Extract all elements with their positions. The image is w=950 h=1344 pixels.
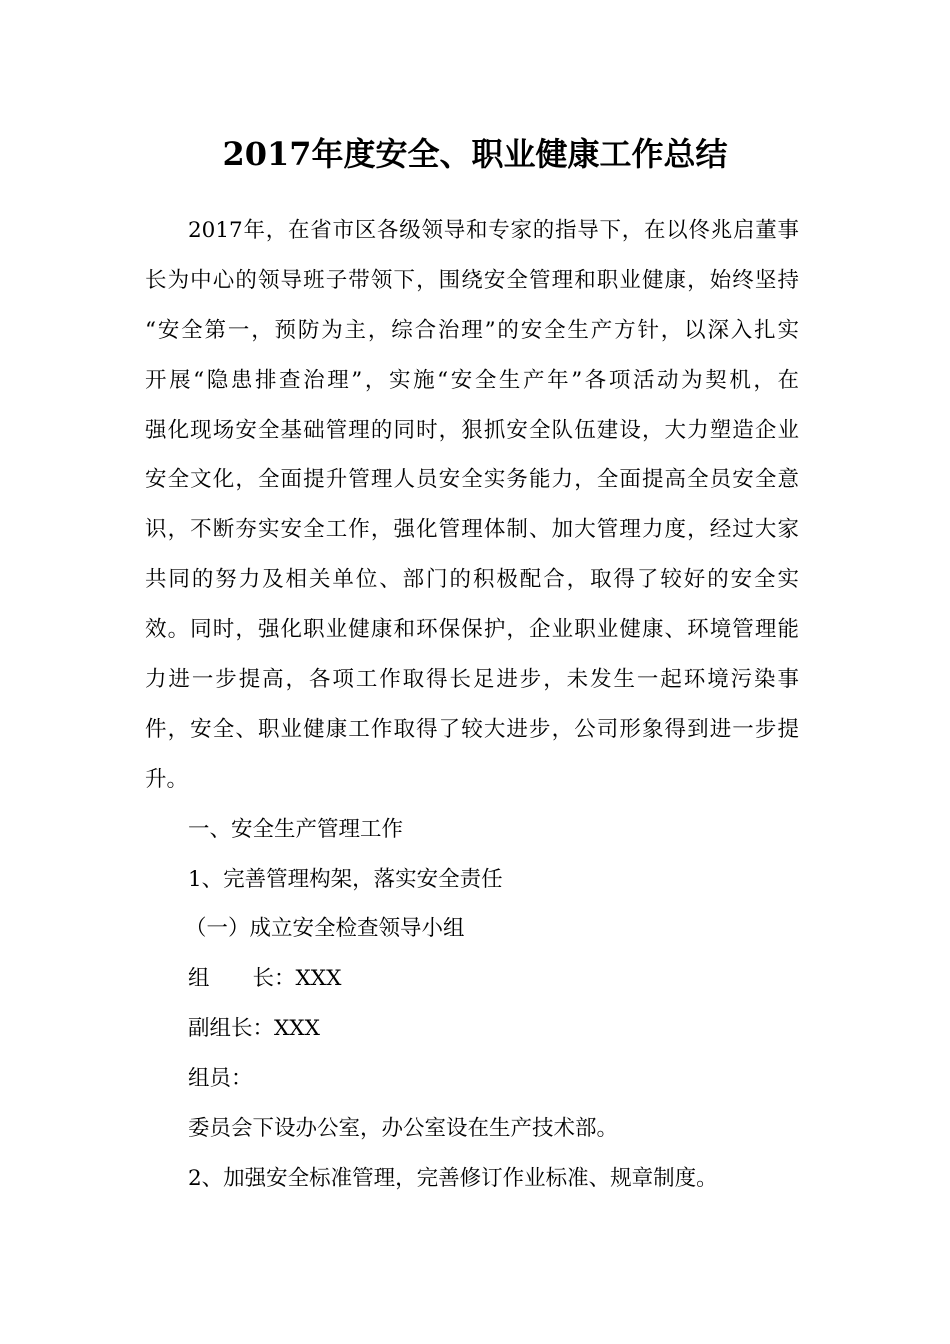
group-leader-line: 组 长：XXX bbox=[188, 966, 342, 992]
deputy-leader-line: 副组长：XXX bbox=[188, 1016, 320, 1042]
intro-line: 安全文化，全面提升管理人员安全实务能力，全面提高全员安全意 bbox=[145, 467, 799, 493]
document-body bbox=[145, 206, 799, 1204]
intro-line: 识，不断夯实安全工作，强化管理体制、加大管理力度，经过大家 bbox=[145, 517, 799, 543]
document-title: 2017年度安全、职业健康工作总结 bbox=[222, 135, 728, 173]
intro-line: 强化现场安全基础管理的同时，狠抓安全队伍建设，大力塑造企业 bbox=[145, 417, 799, 443]
intro-line: 开展“隐患排查治理”，实施“安全生产年”各项活动为契机，在 bbox=[145, 367, 799, 393]
intro-line: 共同的努力及相关单位、部门的积极配合，取得了较好的安全实 bbox=[145, 567, 799, 593]
section-heading: 一、安全生产管理工作 bbox=[188, 816, 404, 842]
intro-line: 长为中心的领导班子带领下，围绕安全管理和职业健康，始终坚持 bbox=[145, 267, 799, 293]
office-note: 委员会下设办公室，办公室设在生产技术部。 bbox=[188, 1116, 619, 1142]
intro-line: “安全第一，预防为主，综合治理”的安全生产方针，以深入扎实 bbox=[145, 317, 799, 343]
intro-line: 效。同时，强化职业健康和环保保护，企业职业健康、环境管理能 bbox=[145, 617, 799, 643]
intro-line: 力进一步提高，各项工作取得长足进步，未发生一起环境污染事 bbox=[145, 667, 799, 693]
subsection-heading: （一）成立安全检查领导小组 bbox=[185, 916, 465, 942]
item-heading: 1、完善管理构架，落实安全责任 bbox=[188, 866, 503, 892]
intro-line: 件，安全、职业健康工作取得了较大进步，公司形象得到进一步提 bbox=[145, 716, 799, 742]
intro-line: 2017年，在省市区各级领导和专家的指导下，在以佟兆启董事 bbox=[188, 218, 799, 243]
intro-line: 升。 bbox=[145, 766, 189, 792]
item-heading: 2、加强安全标准管理，完善修订作业标准、规章制度。 bbox=[188, 1165, 718, 1191]
members-line: 组员： bbox=[188, 1066, 253, 1092]
